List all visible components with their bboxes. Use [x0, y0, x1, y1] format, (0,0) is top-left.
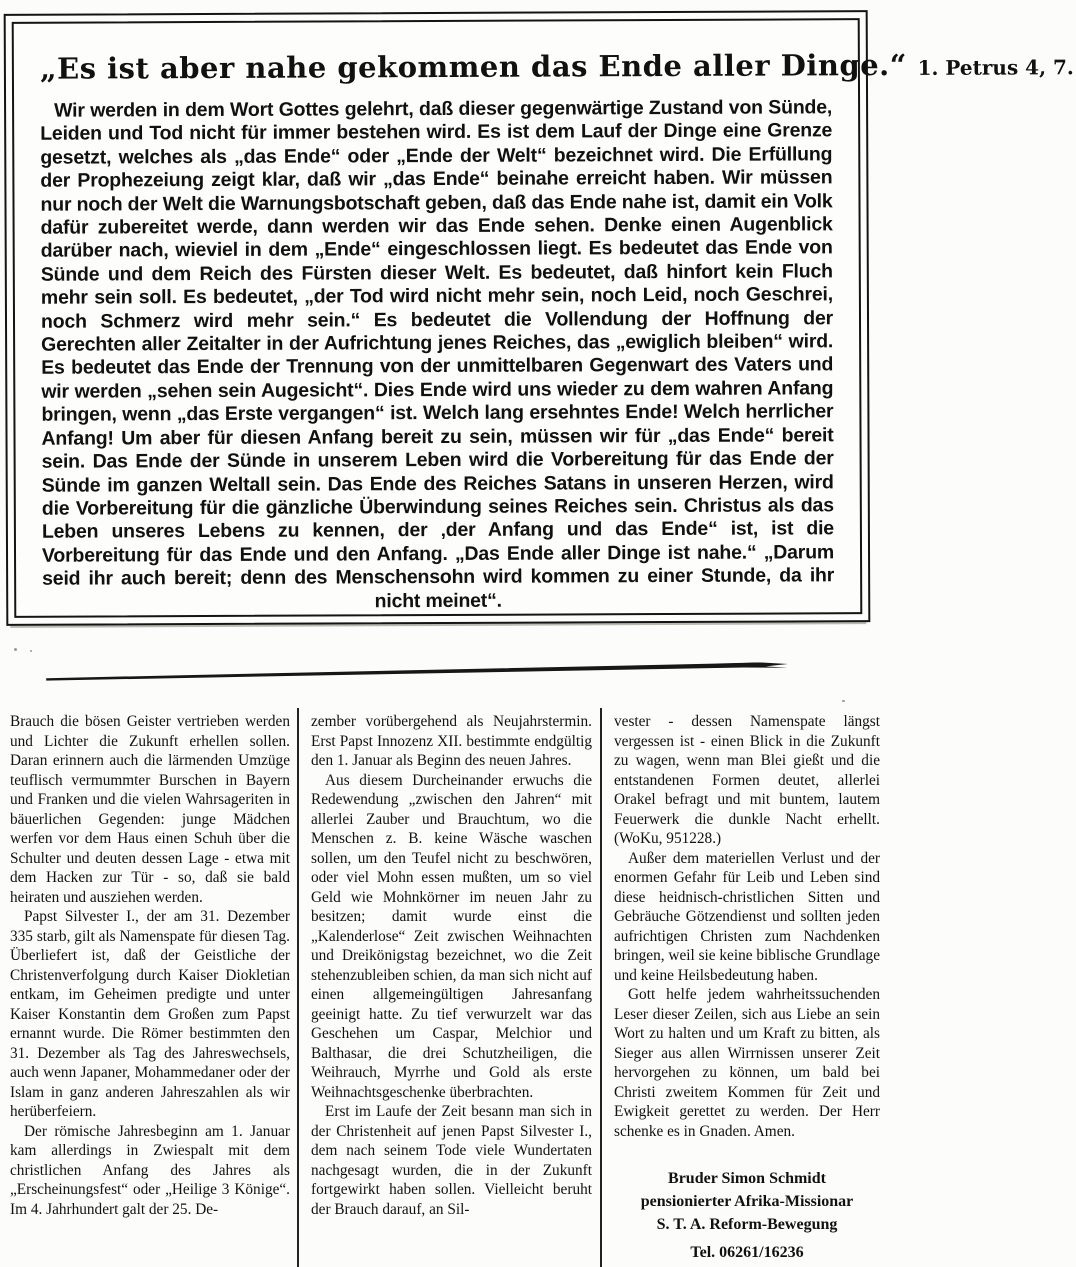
signature-telephone: Tel. 06261/16236	[690, 1244, 804, 1261]
scripture-box-outer-frame	[4, 10, 1074, 626]
scripture-exposition-paragraph: Wir werden in dem Wort Gottes gelehrt, daß dieser gegenwärtige Zustand von Sünde, Leiden und Tod nicht für immer bestehen wird. Es ist dem Lauf der Dinge eine Grenze gesetzt, welches als „das Ende“ oder „Ende der Welt“ bezeichnet wird. Die Erfüllung der Prophezeiung zeigt klar, daß wir „das Ende“ beinahe erreicht haben. Wir müssen nur noch der Welt die Warnungsbotschaft geben, daß das Ende nahe ist, damit ein Volk dafür zubereitet werde, dann werden wir das Ende sehen. Denke einen Augenblick darüber nach, wieviel in dem „Ende“ eingeschlossen liegt. Es bedeutet das Ende von Sünde und dem Reich des Fürsten dieser Welt. Es bedeutet, daß hinfort kein Fluch mehr sein soll. Es bedeutet, „der Tod wird nicht mehr sein, noch Leid, noch Geschrei, noch Schmerz wird mehr sein.“ Es bedeutet die Vollendung der Hoffnung der Gerechten aller Zeitalter in der Aufrichtung jenes Reiches, das „ewiglich bleiben“ wird. Es bedeutet das Ende der Trennung von der unmittelbaren Gegenwart des Vaters und wir werden „sehen sein Augesicht“. Dies Ende wird uns wieder zu dem wahren Anfang bringen, wenn „das Erste vergangen“ ist. Welch lang ersehntes Ende! Welch herrlicher Anfang! Um aber für diesen Anfang bereit zu sein, müssen wir für „das Ende“ bereit sein. Das Ende der Sünde in unserem Leben wird die Vorbereitung für das Ende der Sünde im ganzen Weltall sein. Das Ende des Reiches Satans in unseren Herzen, wird die Vorbereitung für die gänzliche Überwindung seines Reiches sein. Christus als das Leben unseres Lebens zu kennen, der ‚der Anfang und das Ende“ ist, ist die Vorbereitung für das Ende und den Anfang. „Das Ende aller Dinge ist nahe.“ „Darum seid ihr auch bereit; denn des Menschensohn wird kommen zu einer Stunde, da ihr nicht meinet“.	[40, 96, 835, 612]
scan-speckle	[30, 650, 32, 652]
article-paragraph: Erst im Laufe der Zeit besann man sich in der Christenheit auf jenen Papst Silvester I., dem nach seinem Tode viele Wundertaten nachgesagt wurden, die in der Zukunft fortgewirkt haben sollen. Vielleicht beruht der Brauch darauf, an Sil-	[311, 1103, 592, 1218]
article-paragraph: zember vorübergehend als Neujahrstermin. Erst Papst Innozenz XII. bestimmte endgültig den 1. Januar als Beginn des neuen Jahres.	[311, 713, 592, 769]
section-divider-bar	[46, 662, 788, 681]
scripture-box-inner-frame	[12, 18, 1074, 618]
article-column-2	[297, 708, 600, 1267]
scan-speckle	[842, 700, 845, 702]
article-paragraph: Brauch die bösen Geister vertrieben werden und Lichter die Zukunft erhellen sollen. Daran erinnern auch die lärmenden Umzüge teuflisch vermummter Burschen in Bayern und Franken und die vielen Wahrsageriten in bäuerlichen Gegenden: junge Mädchen werfen vor dem Haus einen Schuh über die Schulter und deuten dessen Lage - etwa mit dem Hacken zur Tür - so, daß sie bald heiraten und ausziehen werden.	[10, 713, 290, 906]
scripture-title	[39, 47, 1074, 86]
article-paragraph: Papst Silvester I., der am 31. Dezember 335 starb, gilt als Namenspate für diesen Tag. Überliefert ist, daß der Geistliche der Christenverfolgung durch Kaiser Diokletian entkam, im Geheimen predigte und unter Kaiser Konstantin dem Großen zum Papst ernannt wurde. Die Römer bestimmten den 31. Dezember als Tag des Jahreswechsels, auch wenn Japaner, Mohammedaner oder der Islam in ganz anderen Jahreszahlen als wir herüberfeiern.	[10, 908, 290, 1120]
signature-organization: S. T. A. Reform-Bewegung	[656, 1216, 838, 1233]
article-column-3	[600, 708, 882, 1267]
author-signature-block	[614, 1167, 880, 1264]
article-paragraph: Gott helfe jedem wahrheitssuchenden Leser dieser Zeilen, sich aus Liebe an sein Wort zu halten und um Kraft zu bitten, als Sieger aus allen Wirrnissen unserer Zeit hervorgehen zu können, um bald bei Christi zweitem Kommen für Zeit und Ewigkeit gerettet zu werden. Der Herr schenke es in Gnaden. Amen.	[614, 986, 880, 1140]
scripture-reference: 1. Petrus 4, 7.	[917, 55, 1074, 80]
article-columns	[8, 708, 882, 1267]
scripture-title-text: „Es ist aber nahe gekommen das Ende aller Dinge.“	[39, 47, 907, 86]
article-column-1	[8, 708, 297, 1267]
article-paragraph: Aus diesem Durcheinander erwuchs die Redewendung „zwischen den Jahren“ mit allerlei Zauber und Brauchtum, wo die Menschen z. B. keine Wäsche waschen sollen, um den Teufel nicht zu beschwören, oder viel Mohn essen mußten, um so viel Geld wie Mohnkörner im neuen Jahr zu besitzen; damit wurde einst die „Kalenderlose“ Zeit zwischen Weihnachten und Dreikönigstag bezeichnet, wo die Zeit stehenzubleiben schien, da man sich nicht auf einen allgemeingültigen Jahresanfang geeinigt hatte. Zu tief verwurzelt war das Geschehen um Caspar, Melchior und Balthasar, die drei Schutzheiligen, die Weihrauch, Myrrhe und Gold als erste Weihnachtsgeschenke überbrachten.	[311, 771, 592, 1101]
signature-author-role: pensionierter Afrika-Missionar	[640, 1193, 854, 1210]
signature-author-name: Bruder Simon Schmidt	[668, 1170, 826, 1187]
scan-speckle	[14, 648, 17, 651]
article-paragraph: Der römische Jahresbeginn am 1. Januar kam allerdings in Zwiespalt mit dem christlichen Anfang des Jahres als „Erscheinungsfest“ oder „Heilige 3 Könige“. Im 4. Jahrhundert galt der 25. De-	[10, 1122, 290, 1218]
article-paragraph: Außer dem materiellen Verlust und der enormen Gefahr für Leib und Leben sind diese heidnisch-christlichen Sitten und Gebräuche Götzendienst und sollten jeden aufrichtigen Christen zum Nachdenken bringen, weil sie keine biblische Grundlage und keine Heilsbedeutung haben.	[614, 849, 880, 984]
article-paragraph: vester - dessen Namenspate längst vergessen ist - einen Blick in die Zukunft zu wagen, wenn man Blei gießt und die entstandenen Formen deutet, allerlei Orakel befragt und mit buntem, lautem Feuerwerk die dunkle Nacht erhellt. (WoKu, 951228.)	[614, 713, 880, 847]
